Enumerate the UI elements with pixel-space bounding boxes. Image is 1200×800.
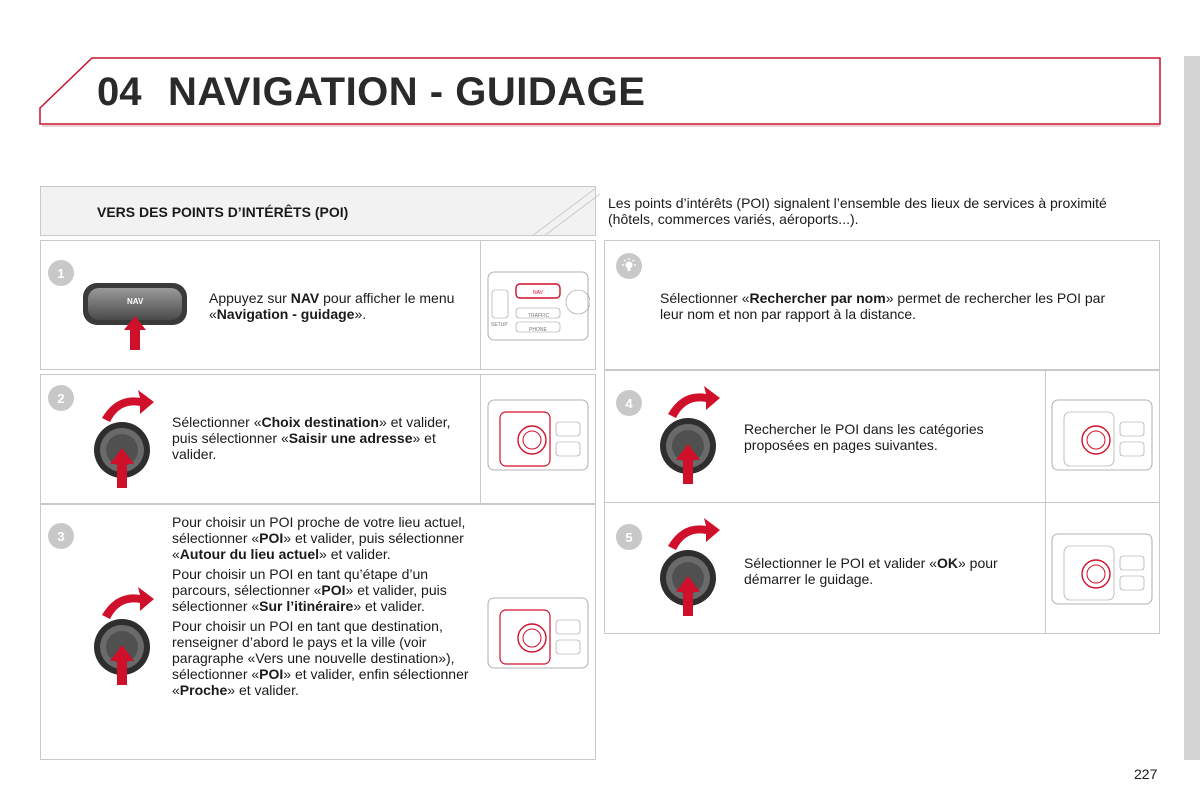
step-badge-2: 2: [48, 385, 74, 411]
text-run: » permet de rechercher les POI par leur nom et non par rapport à la distance.: [660, 290, 1106, 322]
text-run: » et valider, puis sélectionner «: [172, 582, 447, 614]
device-panel-knob-illustration-4: [1050, 396, 1154, 476]
device-panel-knob-illustration-2: [486, 396, 590, 476]
emphasis-text: NAV: [290, 290, 320, 306]
rotary-knob-illustration-5: [654, 516, 734, 620]
emphasis-text: POI: [259, 530, 284, 546]
page-number: 227: [1134, 766, 1158, 782]
emphasis-text: OK: [937, 555, 958, 571]
step-badge-4: 4: [616, 390, 642, 416]
step-paragraph: [172, 566, 472, 614]
device-panel-knob-illustration-3: [486, 594, 590, 674]
device-setup-text: SETUP: [491, 322, 508, 328]
text-run: » et valider.: [227, 682, 299, 698]
step-4-divider: [1045, 370, 1046, 504]
rotary-knob-illustration-2: [88, 388, 168, 492]
text-run: pour afficher le menu «: [209, 290, 455, 322]
step-1-text: [209, 290, 471, 322]
step-5-divider: [1045, 502, 1046, 634]
device-panel-knob-illustration-5: [1050, 530, 1154, 610]
text-run: Pour choisir un POI proche de votre lieu actuel, sélectionner «: [172, 514, 466, 546]
text-run: Sélectionner «: [172, 414, 262, 430]
chapter-title: NAVIGATION - GUIDAGE: [168, 70, 646, 114]
emphasis-text: Sur l’itinéraire: [259, 598, 354, 614]
text-run: Sélectionner le POI et valider «: [744, 555, 937, 571]
step-5-text: [744, 555, 1034, 587]
step-2-text: [172, 414, 462, 462]
emphasis-text: Proche: [179, 682, 228, 698]
text-run: Rechercher le POI dans les catégories proposées en pages suivantes.: [744, 421, 984, 453]
step-1-divider: [480, 240, 481, 370]
emphasis-text: Navigation - guidage: [216, 306, 355, 322]
text-run: » et valider.: [353, 598, 425, 614]
lightbulb-icon: [620, 257, 638, 275]
chapter-number: 04: [97, 70, 142, 114]
emphasis-text: Autour du lieu actuel: [179, 546, 320, 562]
text-run: Pour choisir un POI en tant qu’étape d’un parcours, sélectionner «: [172, 566, 429, 598]
step-4-text: [744, 421, 1034, 453]
text-run: » et valider.: [319, 546, 391, 562]
emphasis-text: Saisir une adresse: [288, 430, 413, 446]
device-traffic-text: TRAFFIC: [528, 313, 550, 319]
device-nav-text: NAV: [533, 290, 543, 296]
text-run: Appuyez sur: [209, 290, 291, 306]
device-phone-text: PHONE: [529, 327, 547, 333]
emphasis-text: POI: [259, 666, 284, 682]
emphasis-text: Rechercher par nom: [749, 290, 886, 306]
step-paragraph: [172, 618, 472, 698]
step-badge-1: 1: [48, 260, 74, 286]
text-run: » et valider, puis sélectionner «: [172, 414, 451, 446]
rotary-knob-illustration-4: [654, 384, 734, 488]
step-3-text: [172, 514, 472, 702]
text-run: » et valider.: [172, 430, 436, 462]
text-run: » pour démarrer le guidage.: [744, 555, 998, 587]
step-badge-5: 5: [616, 524, 642, 550]
text-run: ».: [354, 306, 367, 322]
emphasis-text: Choix destination: [261, 414, 379, 430]
nav-button-illustration: [82, 282, 190, 352]
nav-button-label: NAV: [127, 297, 144, 306]
header-diagonal-decoration: [530, 186, 600, 238]
text-run: » et valider, puis sélectionner «: [172, 530, 464, 562]
text-run: Pour choisir un POI en tant que destination, renseigner d’abord le pays et la ville (voir paragraphe «Vers une nouvelle destination»), sélectionner «: [172, 618, 455, 682]
section-intro: Les points d’intérêts (POI) signalent l’ensemble des lieux de services à proximité (hôtels, commerces variés, aéroports...).: [608, 195, 1107, 227]
tip-text: [660, 290, 1130, 322]
text-run: Sélectionner «: [660, 290, 750, 306]
step-badge-3: 3: [48, 523, 74, 549]
step-2-divider: [480, 374, 481, 504]
rotary-knob-illustration-3: [88, 585, 168, 689]
section-heading: VERS DES POINTS D’INTÉRÊTS (POI): [97, 204, 349, 220]
step-paragraph: [172, 514, 472, 562]
emphasis-text: POI: [321, 582, 346, 598]
tip-badge: [616, 253, 642, 279]
text-run: » et valider, enfin sélectionner «: [172, 666, 469, 698]
side-tab: [1184, 56, 1200, 760]
